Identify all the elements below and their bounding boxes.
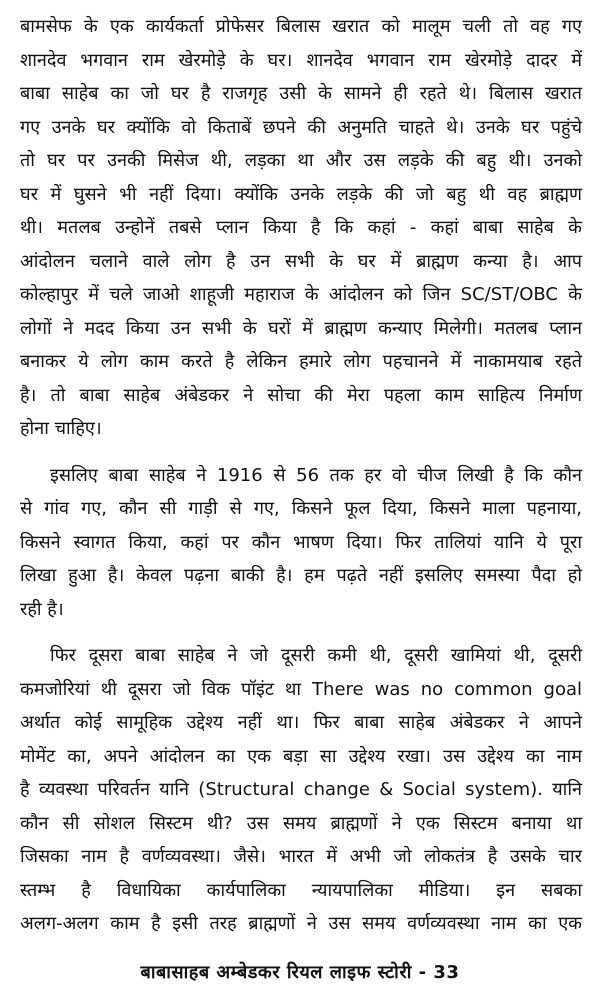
text-line: कमजोरियां थी दूसरा जो विक पॉइंट था There was no common goal [20, 678, 582, 700]
text-line: अलग-अलग काम है इसी तरह ब्राह्मणों ने उस समय वर्णव्यवस्था नाम का एक [20, 913, 582, 934]
book-title: बाबासाहब अम्बेडकर रियल लाइफ स्टोरी [140, 962, 412, 983]
text-line: लोगों ने मदद किया उन सभी के घरों में ब्राह्मण कन्याए मिलेगी। मतलब प्लान [20, 317, 582, 339]
page-footer [0, 960, 600, 984]
text-line: तो घर पर उनकी मिसेज थी, लड़का था और उस लड़के की बहु थी। उनको [20, 150, 582, 171]
text-line: मोमेंट का, अपने आंदोलन का एक बड़ा सा उद्देश्य रखा। उस उद्देश्य का नाम [20, 745, 582, 767]
text-line: आंदोलन चलाने वाले लोग है उन सभी के घर में ब्राह्मण कन्या है। आप [20, 250, 582, 272]
text-line: बामसेफ के एक कार्यकर्ता प्रोफेसर बिलास खरात को मालूम चली तो वह गए [20, 16, 582, 37]
text-line: स्तम्भ है विधायिका कार्यपालिका न्यायपालिका मीडिया। इन सबका [20, 879, 582, 901]
text-line: रही है। [20, 598, 64, 620]
footer-separator: - [411, 962, 434, 983]
text-line: शानदेव भगवान राम खेरमोड़े के घर। शानदेव भगवान राम खेरमोड़े दादर में [20, 49, 582, 71]
text-line: है व्यवस्था परिवर्तन यानि (Structural change & Social system). यानि [20, 779, 582, 800]
text-line: अर्थात कोई सामूहिक उद्देश्य नहीं था। फिर बाबा साहेब अंबेडकर ने आपने [20, 712, 582, 733]
text-line: इसलिए बाबा साहेब ने 1916 से 56 तक हर वो चीज लिखी है कि कौन [50, 464, 582, 486]
page-number: 33 [433, 962, 460, 983]
paragraph-2 [20, 459, 582, 627]
paragraph-1 [20, 10, 582, 446]
paragraph-3 [20, 639, 582, 941]
text-line: है। तो बाबा साहेब अंबेडकर ने सोचा की मेरा पहला काम साहित्य निर्माण [20, 384, 582, 406]
text-line: किसने स्वागत किया, कहां पर कौन भाषण दिया। फिर तालियां यानि ये पूरा [20, 531, 582, 553]
text-line: फिर दूसरा बाबा साहेब ने जो दूसरी कमी थी, दूसरी खामियां थी, दूसरी [50, 645, 582, 666]
text-line: होना चाहिए। [20, 418, 102, 439]
text-line: जिसका नाम है वर्णव्यवस्था। जैसे। भारत में अभी जो लोकतंत्र है उसके चार [20, 846, 582, 867]
text-line: लिखा हुआ है। केवल पढ़ना बाकी है। हम पढ़ते नहीं इसलिए समस्या पैदा हो [20, 565, 582, 586]
text-line: बाबा साहेब का जो घर है राजगृह उसी के सामने ही रहते थे। बिलास खरात [20, 83, 582, 104]
text-line: कौन सी सोशल सिस्टम थी? उस समय ब्राह्मणों ने एक सिस्टम बनाया था [20, 812, 582, 834]
page-body [20, 10, 582, 941]
text-line: थी। मतलब उन्होनें तबसे प्लान किया है कि कहां - कहां बाबा साहेब के [20, 217, 582, 238]
text-line: घर में घुसने भी नहीं दिया। क्योंकि उनके लड़के की जो बहु थी वह ब्राह्मण [20, 183, 582, 205]
text-line: बनाकर ये लोग काम करते है लेकिन हमारे लोग पहचानने में नाकामयाब रहते [20, 351, 582, 372]
text-line: कोल्हापुर में चले जाओ शाहूजी महाराज के आंदोलन को जिन SC/ST/OBC के [20, 284, 582, 305]
text-line: से गांव गए, कौन सी गाड़ी से गए, किसने फूल दिया, किसने माला पहनाया, [20, 498, 582, 519]
text-line: गए उनके घर क्योंकि वो किताबें छपने की अनुमति चाहते थे। उनके घर पहुंचे [20, 116, 582, 138]
